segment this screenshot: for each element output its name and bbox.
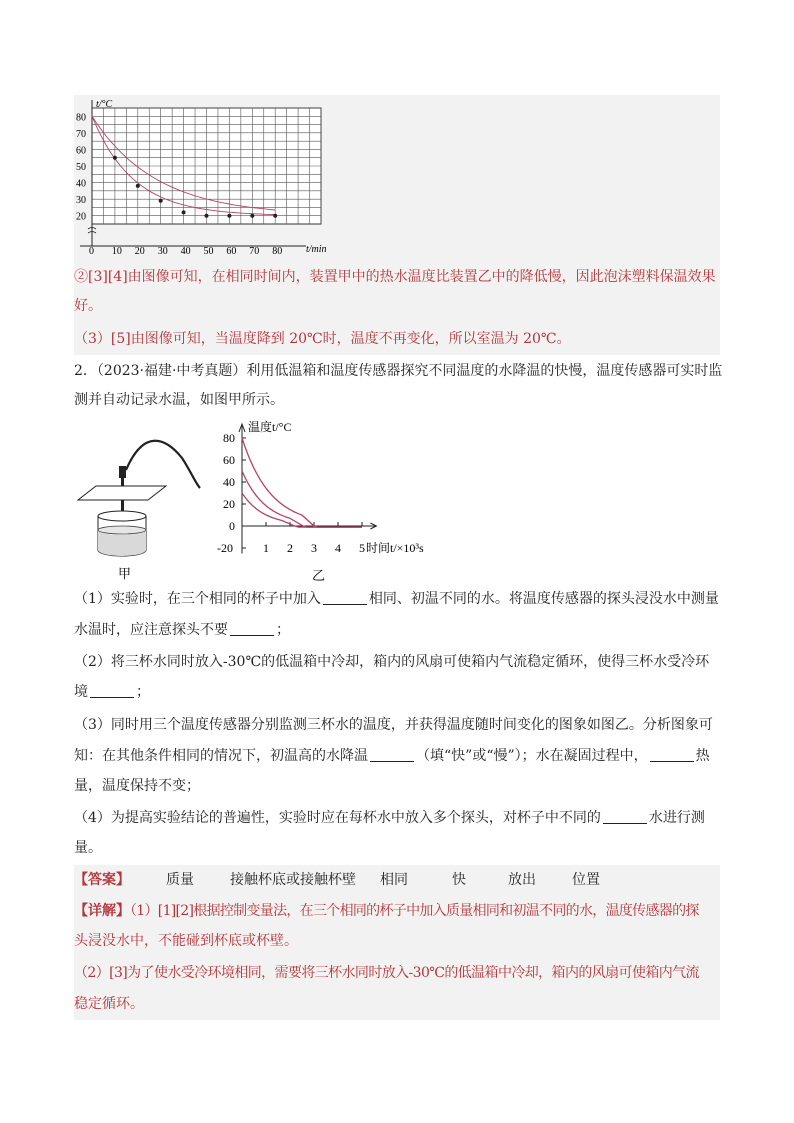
sub-question-2-line1: （2）将三杯水同时放入-30℃的低温箱中冷却，箱内的风扇可使箱内气流稳定循环，使得三杯水受冷环 [74, 654, 710, 670]
sub-question-2-line2: 境 ； [74, 684, 150, 700]
y-tick-label: -20 [217, 541, 233, 555]
answer-item: 快 [452, 872, 466, 888]
data-point [227, 214, 231, 218]
x-tick-label: 2 [287, 541, 293, 555]
sub-question-4-line2: 量。 [74, 840, 102, 856]
temperature-graph-axes [239, 424, 376, 554]
data-point [273, 214, 277, 218]
graph-b-x-axis-label: 时间t/×10³s [366, 541, 424, 555]
sub-question-3-line2: 知：在其他条件相同的情况下，初温高的水降温 （填“快”或“慢”）；水在凝固过程中， 热 [74, 748, 710, 764]
x-tick-label: 40 [180, 246, 191, 257]
answer-item: 质量 [166, 872, 194, 888]
answer-label: 【答案】 [74, 872, 130, 888]
data-point [182, 210, 186, 214]
graph-b-y-axis-label: 温度t/°C [248, 420, 292, 434]
x-tick-label: 1 [263, 541, 269, 555]
blank-4[interactable] [370, 747, 414, 762]
data-point [159, 199, 163, 203]
y-tick-label: 80 [76, 112, 86, 124]
x-tick-label: 5 [359, 541, 365, 555]
y-tick-label: 0 [229, 519, 235, 533]
data-point [113, 156, 117, 160]
detail-p2-line2: 稳定循环。 [74, 996, 144, 1012]
detail-p2-line1: （2）[3]为了使水受冷环境相同，需要将三杯水同时放入-30℃的低温箱中冷却，箱内的风扇可使箱内气流 [74, 965, 699, 981]
sub-question-1-line1: （1）实验时，在三个相同的杯子中加入 相同、初温不同的水。将温度传感器的探头浸没水中测量 [74, 591, 719, 607]
answer-row [74, 865, 720, 896]
x-tick-label: 50 [203, 246, 214, 257]
blank-6[interactable] [603, 809, 647, 824]
cooling-graph-grid [80, 100, 321, 246]
y-tick-label: 40 [223, 475, 235, 489]
y-tick-label: 50 [76, 162, 86, 173]
blank-2[interactable] [230, 621, 274, 636]
temperature-graph-curves [242, 438, 362, 527]
answer-item: 位置 [572, 872, 600, 888]
y-tick-label: 20 [76, 211, 86, 223]
x-tick-label: 80 [272, 246, 283, 257]
y-tick-label: 80 [223, 431, 235, 445]
x-tick-label: 4 [335, 541, 341, 555]
y-tick-label: 40 [76, 178, 86, 190]
answer-item: 接触杯底或接触杯壁 [230, 872, 356, 888]
cooling-curve [242, 438, 362, 527]
answer-item: 放出 [508, 872, 536, 888]
x-tick-label: 0 [89, 246, 94, 257]
y-tick-label: 60 [76, 145, 86, 157]
blank-3[interactable] [90, 683, 134, 698]
data-point [205, 214, 209, 218]
graph-x-axis-label: t/min [306, 244, 327, 255]
detail-p1-line2: 头浸没水中，不能碰到杯底或杯壁。 [74, 933, 298, 949]
answer-prev-p3: （3）[5]由图像可知，当温度降到 20℃时，温度不再变化，所以室温为 20℃。 [74, 331, 571, 347]
cooling-graph [74, 98, 336, 258]
x-tick-label: 20 [134, 246, 145, 257]
question-2-intro-line2: 测并自动记录水温，如图甲所示。 [74, 392, 284, 408]
x-tick-label: 70 [249, 246, 260, 257]
y-tick-label: 20 [223, 497, 235, 511]
x-tick-label: 30 [157, 246, 168, 257]
answer-prev-p2: ②[3][4]由图像可知，在相同时间内，装置甲中的热水温度比装置乙中的降低慢，因此泡沫塑料保温效果 [74, 269, 716, 285]
figure-b-caption: 乙 [312, 568, 326, 583]
detail-label: 【详解】 [74, 903, 130, 919]
cooling-curve [242, 493, 362, 527]
answer-prev-p2-cont: 好。 [74, 298, 102, 314]
blank-5[interactable] [650, 747, 694, 762]
temperature-time-graph [212, 418, 452, 588]
x-tick-label: 60 [226, 246, 237, 257]
y-tick-label: 30 [76, 195, 86, 207]
sub-question-3-line3: 量，温度保持不变； [74, 778, 200, 794]
detail-p1-line1: 【详解】（1）[1][2]根据控制变量法，在三个相同的杯子中加入质量相同和初温不同的水，温度传感器的探 [74, 903, 699, 919]
x-tick-label: 3 [311, 541, 317, 555]
apparatus-figure [74, 418, 214, 588]
circle-number: ② [74, 269, 88, 285]
figure-a-caption: 甲 [118, 566, 132, 581]
temperature-graph-tick-labels [217, 431, 365, 555]
y-tick-label: 70 [76, 128, 86, 140]
answer-item: 相同 [380, 872, 408, 888]
question-2-intro-line1: 2．（2023·福建·中考真题）利用低温箱和温度传感器探究不同温度的水降温的快慢，温度传感器可实时监 [74, 363, 723, 379]
blank-1[interactable] [323, 590, 367, 605]
sub-question-1-line2: 水温时，应注意探头不要 ； [74, 622, 290, 638]
data-point [250, 214, 254, 218]
y-tick-label: 60 [223, 453, 235, 467]
x-tick-label: 10 [111, 246, 122, 257]
graph-y-axis-label: t/°C [96, 99, 113, 110]
sub-question-4-line1: （4）为提高实验结论的普遍性，实验时应在每杯水中放入多个探头，对杯子中不同的 水进行测 [74, 810, 705, 826]
data-point [136, 184, 140, 188]
sub-question-3-line1: （3）同时用三个温度传感器分别监测三杯水的温度，并获得温度随时间变化的图象如图乙。分析图象可 [74, 717, 713, 733]
